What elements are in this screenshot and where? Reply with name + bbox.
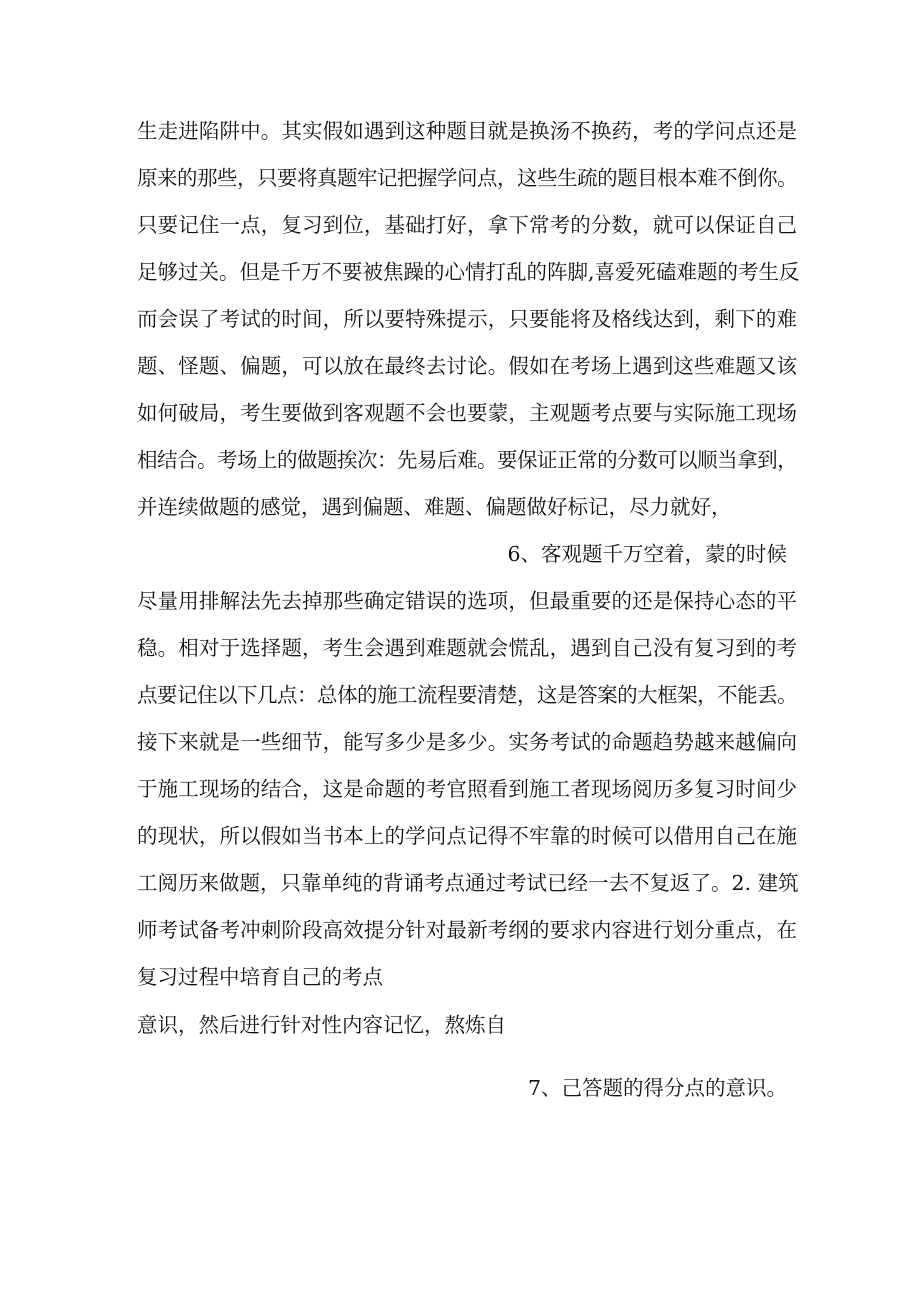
paragraph-line: 的现状，所以假如当书本上的学问点记得不牢靠的时候可以借用自己在施 (137, 824, 797, 848)
paragraph-line: 尽量用排解法先去掉那些确定错误的选项，但最重要的还是保持心态的平 (137, 589, 797, 613)
paragraph-line: 接下来就是一些细节，能写多少是多少。实务考试的命题趋势越来越偏向 (137, 730, 797, 754)
paragraph-line: 足够过关。但是千万不要被焦躁的心情打乱的阵脚,喜爱死磕难题的考生反 (137, 260, 800, 284)
numbered-item-7: 7、己答题的得分点的意识。 (527, 1076, 787, 1100)
paragraph-line: 工阅历来做题，只靠单纯的背诵考点通过考试已经一去不复返了。2. 建筑 (137, 871, 799, 895)
paragraph-line: 意识，然后进行针对性内容记忆，熬炼自 (137, 1013, 506, 1037)
paragraph-line: 于施工现场的结合，这是命题的考官照看到施工者现场阅历多复习时间少 (137, 777, 797, 801)
numbered-item-6: 6、客观题千万空着，蒙的时候 (507, 542, 787, 566)
paragraph-line: 如何破局，考生要做到客观题不会也要蒙，主观题考点要与实际施工现场 (137, 401, 797, 425)
paragraph-line: 相结合。考场上的做题挨次：先易后难。要保证正常的分数可以顺当拿到， (137, 448, 797, 472)
paragraph-line: 稳。相对于选择题，考生会遇到难题就会慌乱，遇到自己没有复习到的考 (137, 636, 797, 660)
paragraph-line: 原来的那些，只要将真题牢记把握学问点，这些生疏的题目根本难不倒你。 (137, 166, 797, 190)
paragraph-line: 师考试备考冲刺阶段高效提分针对最新考纲的要求内容进行划分重点，在 (137, 918, 797, 942)
paragraph-line: 只要记住一点，复习到位，基础打好，拿下常考的分数，就可以保证自己 (137, 213, 797, 237)
paragraph-line: 点要记住以下几点：总体的施工流程要清楚，这是答案的大框架，不能丢。 (137, 683, 797, 707)
paragraph-line: 而会误了考试的时间，所以要特殊提示，只要能将及格线达到，剩下的难 (137, 307, 797, 331)
paragraph-line: 复习过程中培育自己的考点 (137, 965, 383, 989)
paragraph-line: 生走进陷阱中。其实假如遇到这种题目就是换汤不换药，考的学问点还是 (137, 119, 797, 143)
paragraph-line: 题、怪题、偏题，可以放在最终去讨论。假如在考场上遇到这些难题又该 (137, 354, 797, 378)
paragraph-line: 并连续做题的感觉，遇到偏题、难题、偏题做好标记，尽力就好， (137, 495, 732, 519)
